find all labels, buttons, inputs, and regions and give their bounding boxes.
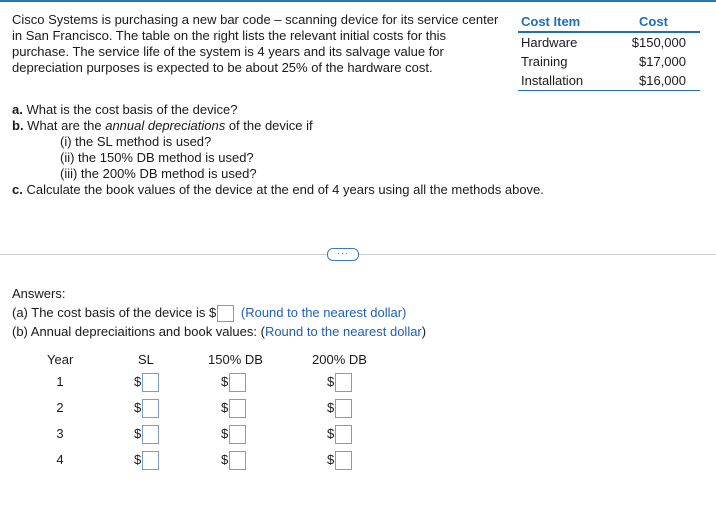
question-b-post: of the device if <box>225 118 313 133</box>
question-b-italic: annual depreciations <box>105 118 226 133</box>
cost-item-header: Cost Item <box>518 12 607 32</box>
question-b-pre: What are the <box>23 118 106 133</box>
year-label: 4 <box>56 452 64 467</box>
db200-input-year-4[interactable] <box>335 451 352 470</box>
sl-header: SL <box>138 352 154 367</box>
question-b-iii: (iii) the 200% DB method is used? <box>60 166 257 181</box>
top-border <box>0 0 716 2</box>
dollar-sign: $ <box>327 373 335 389</box>
dollar-sign: $ <box>221 425 229 441</box>
db200-input-year-2[interactable] <box>335 399 352 418</box>
year-header: Year <box>47 352 74 367</box>
table-row <box>518 71 700 91</box>
dollar-sign: $ <box>134 451 142 467</box>
sl-input-year-1[interactable] <box>142 373 159 392</box>
sl-cell <box>134 373 159 392</box>
sl-cell <box>134 425 159 444</box>
answer-a-hint: (Round to the nearest dollar) <box>240 305 407 320</box>
dollar-sign: $ <box>221 373 229 389</box>
answers-heading: Answers: <box>12 286 66 301</box>
sl-input-year-2[interactable] <box>142 399 159 418</box>
answers-section <box>12 284 426 341</box>
dollar-sign: $ <box>327 425 335 441</box>
sl-cell <box>134 451 159 470</box>
cost-table <box>518 12 700 91</box>
dollar-sign: $ <box>327 399 335 415</box>
dollar-sign: $ <box>327 451 335 467</box>
dollar-sign: $ <box>221 451 229 467</box>
cost-table-header <box>518 12 700 32</box>
db200-input-year-1[interactable] <box>335 373 352 392</box>
question-b-i: (i) the SL method is used? <box>60 134 212 149</box>
cost-item: Training <box>521 54 568 69</box>
answer-a-line <box>12 303 426 322</box>
cost-value: $16,000 <box>607 71 700 91</box>
db200-cell <box>327 373 352 392</box>
expand-more-button[interactable]: ··· <box>327 248 359 261</box>
db200-cell <box>327 451 352 470</box>
question-a <box>12 102 544 118</box>
cost-value: $150,000 <box>631 35 686 50</box>
db150-input-year-4[interactable] <box>229 451 246 470</box>
dollar-sign: $ <box>134 399 142 415</box>
year-label: 3 <box>56 426 64 441</box>
question-c <box>12 182 544 198</box>
dollar-sign: $ <box>221 399 229 415</box>
cost-value: $17,000 <box>639 54 686 69</box>
sl-cell <box>134 399 159 418</box>
db150-input-year-3[interactable] <box>229 425 246 444</box>
db200-header: 200% DB <box>312 352 367 367</box>
dollar-sign: $ <box>134 425 142 441</box>
question-list <box>12 102 544 198</box>
answer-b-text: (b) Annual depreciaitions and book values: ( <box>12 324 265 340</box>
dollar-sign: $ <box>134 373 142 389</box>
question-c-label: c. <box>12 182 23 197</box>
question-a-text: What is the cost basis of the device? <box>22 102 238 117</box>
db200-cell <box>327 399 352 418</box>
problem-intro: Cisco Systems is purchasing a new bar code – scanning device for its service center in San Francisco. The table on the right lists the relevant initial costs for this purchase. The service life of the system is 4 years and its salvage value for depreciation purposes is expected to be about 25% of the hardware cost. <box>12 12 499 75</box>
year-label: 1 <box>56 374 64 389</box>
db150-cell <box>221 373 246 392</box>
question-a-label: a. <box>12 102 23 117</box>
question-c-text: Calculate the book values of the device at the end of 4 years using all the methods above. <box>22 182 544 197</box>
cost-item: Installation <box>518 71 607 91</box>
answer-b-line <box>12 322 426 341</box>
table-row <box>518 32 700 52</box>
sl-input-year-3[interactable] <box>142 425 159 444</box>
question-b <box>12 118 544 134</box>
cost-basis-input[interactable] <box>217 305 234 322</box>
db150-cell <box>221 399 246 418</box>
db150-header: 150% DB <box>208 352 263 367</box>
year-label: 2 <box>56 400 64 415</box>
question-b-ii: (ii) the 150% DB method is used? <box>60 150 254 165</box>
sl-input-year-4[interactable] <box>142 451 159 470</box>
db150-cell <box>221 451 246 470</box>
db150-input-year-2[interactable] <box>229 399 246 418</box>
answer-b-close: ) <box>421 324 427 340</box>
table-row <box>518 52 700 71</box>
cost-header: Cost <box>607 12 700 32</box>
answer-b-hint: Round to the nearest dollar <box>264 324 422 340</box>
db150-cell <box>221 425 246 444</box>
answer-a-text: (a) The cost basis of the device is $ <box>12 305 217 320</box>
question-b-label: b. <box>12 118 24 133</box>
cost-item: Hardware <box>521 35 578 50</box>
db200-cell <box>327 425 352 444</box>
db200-input-year-3[interactable] <box>335 425 352 444</box>
db150-input-year-1[interactable] <box>229 373 246 392</box>
